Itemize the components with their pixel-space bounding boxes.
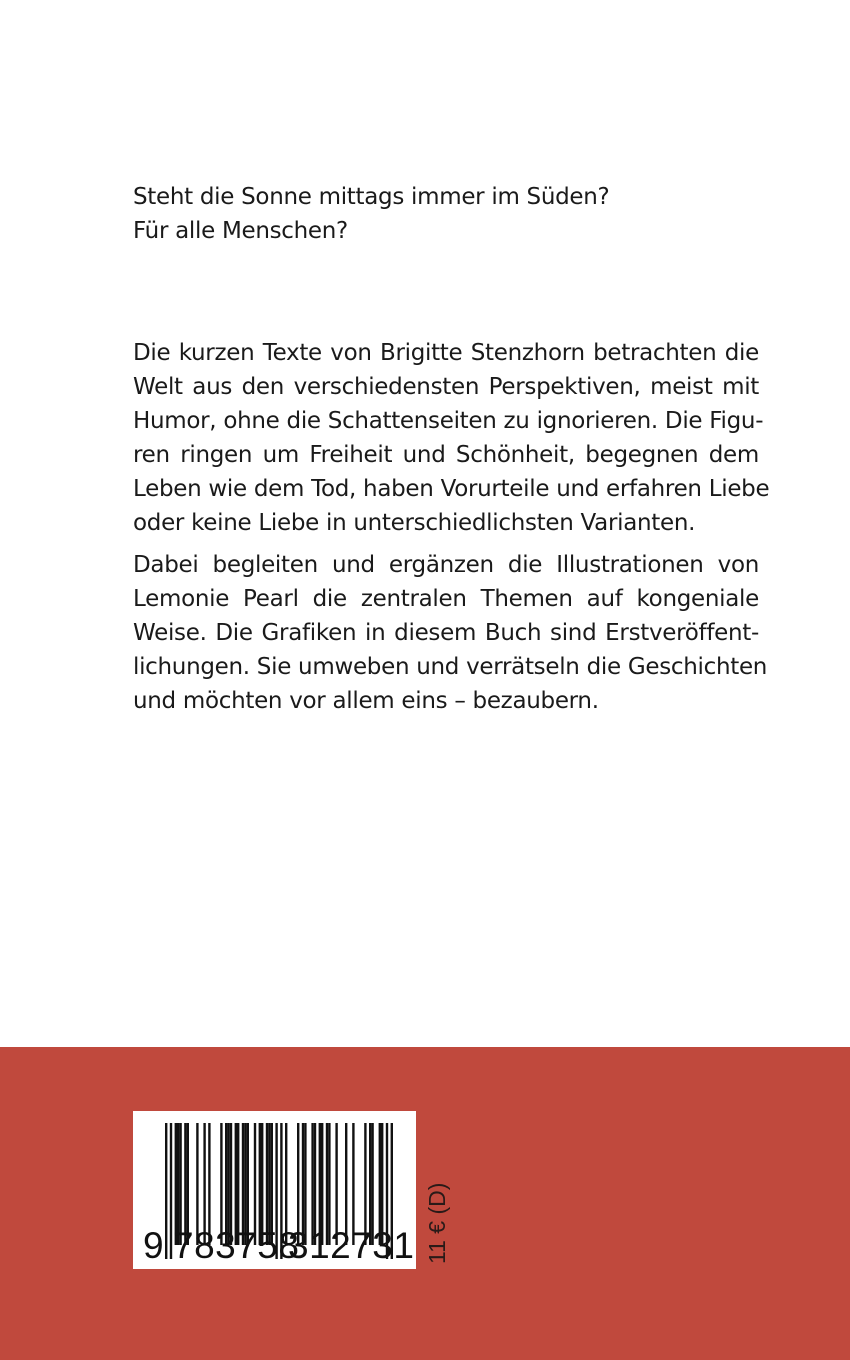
description-paragraph-2	[133, 548, 768, 718]
text-line: Für alle Menschen?	[133, 218, 348, 244]
text-line: oder keine Liebe in unterschiedlichsten Varianten.	[133, 510, 696, 536]
barcode-digits-left: 783758	[173, 1225, 300, 1266]
barcode-digit-first: 9	[143, 1225, 164, 1266]
barcode-digits-right: 312731	[288, 1225, 415, 1266]
intro-question	[133, 180, 759, 248]
text-line: Lemonie Pearl die zentralen Themen auf kongeniale	[133, 586, 759, 612]
text-line: Steht die Sonne mittags immer im Süden?	[133, 184, 610, 210]
text-line: Humor, ohne die Schattenseiten zu ignorieren. Die Figu-	[133, 408, 764, 434]
text-line: ren ringen um Freiheit und Schönheit, begegnen dem	[133, 442, 759, 468]
text-line: Welt aus den verschiedensten Perspektiven, meist mit	[133, 374, 759, 400]
barcode-bar	[170, 1123, 172, 1259]
text-line: Dabei begleiten und ergänzen die Illustrationen von	[133, 552, 759, 578]
text-line: Die kurzen Texte von Brigitte Stenzhorn betrachten die	[133, 340, 759, 366]
text-line: Weise. Die Grafiken in diesem Buch sind Erstveröffent-	[133, 620, 759, 646]
price-label: 11 € (D)	[424, 1182, 450, 1264]
description-paragraph-1	[133, 336, 770, 540]
isbn-barcode	[133, 1111, 416, 1269]
text-line: und möchten vor allem eins – bezaubern.	[133, 688, 599, 714]
barcode-bar	[165, 1123, 167, 1259]
text-line: lichungen. Sie umweben und verrätseln die Geschichten	[133, 654, 768, 680]
text-line: Leben wie dem Tod, haben Vorurteile und erfahren Liebe	[133, 476, 770, 502]
